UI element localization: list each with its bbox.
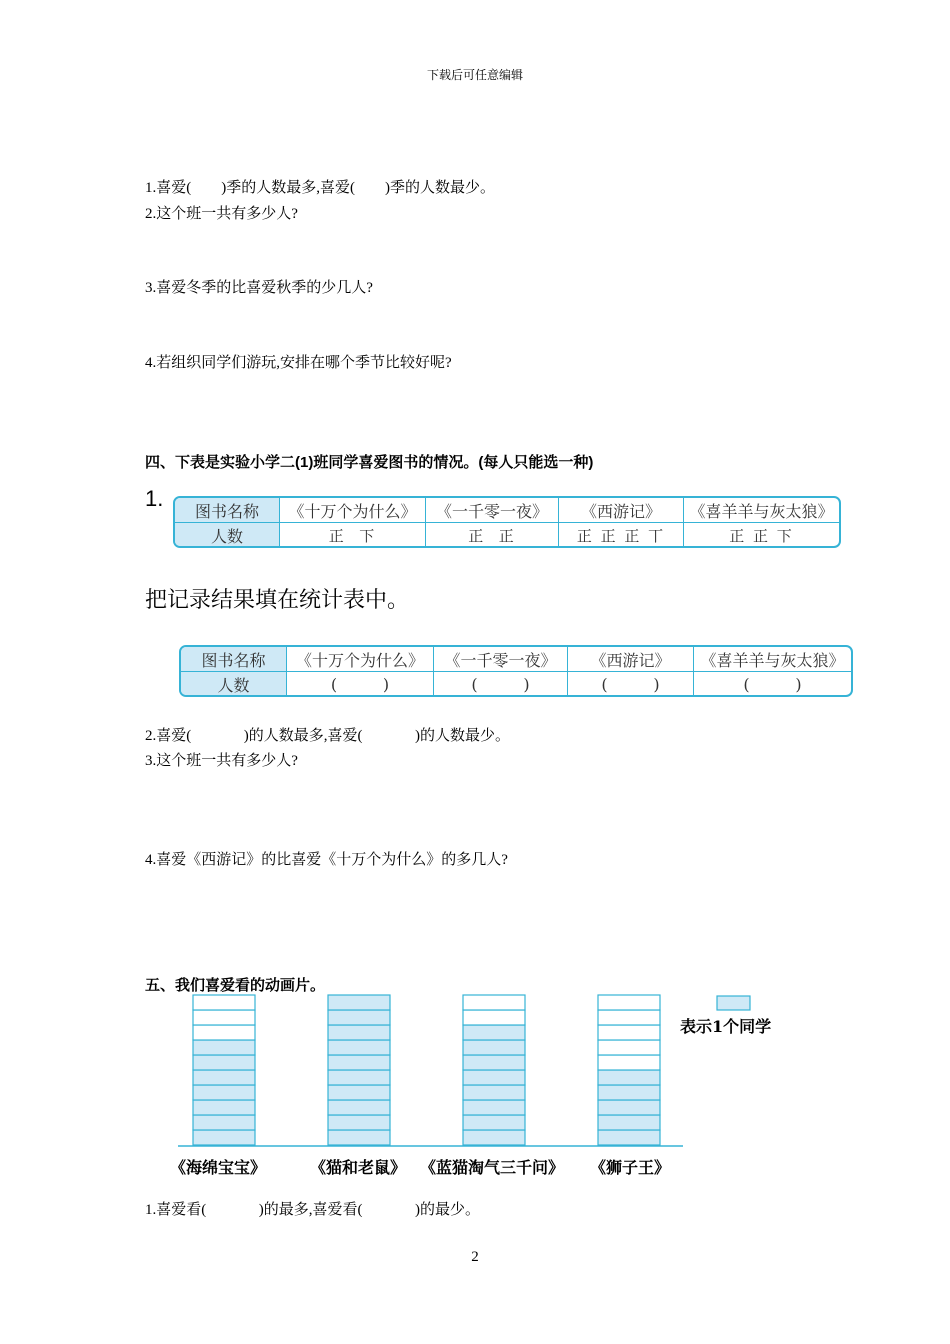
tally-mark-1: 正 下 bbox=[279, 523, 425, 547]
book-question-3: 3.这个班一共有多少人? bbox=[145, 753, 298, 769]
bar-cell-empty bbox=[193, 995, 255, 1010]
tally-mark-4: 正 正 下 bbox=[683, 523, 839, 547]
fill-book-4: 《喜羊羊与灰太狼》 bbox=[693, 647, 851, 671]
bar-cell-filled bbox=[328, 1085, 390, 1100]
fill-blank-3[interactable]: ( ) bbox=[567, 672, 693, 696]
fill-blank-2[interactable]: ( ) bbox=[433, 672, 567, 696]
section4-instruction: 把记录结果填在统计表中。 bbox=[145, 587, 410, 612]
page-header: 下载后可任意编辑 bbox=[426, 68, 523, 82]
fill-row-label: 人数 bbox=[181, 672, 286, 696]
bar-cell-filled bbox=[598, 1085, 660, 1100]
bar-cell-filled bbox=[463, 1025, 525, 1040]
tally-table-header-row bbox=[175, 498, 839, 522]
bar-cell-empty bbox=[598, 1040, 660, 1055]
season-question-1: 1.喜爱( )季的人数最多,喜爱( )季的人数最少。 bbox=[145, 180, 495, 196]
legend-swatch bbox=[717, 996, 750, 1010]
category-label: 《猫和老鼠》 bbox=[310, 1158, 407, 1177]
cartoon-bar-chart bbox=[170, 990, 790, 1185]
category-labels bbox=[170, 1158, 670, 1177]
bar-cell-filled bbox=[193, 1040, 255, 1055]
cartoon-question-1: 1.喜爱看( )的最多,喜爱看( )的最少。 bbox=[145, 1202, 480, 1218]
bar-cell-filled bbox=[328, 995, 390, 1010]
bar-cell-empty bbox=[463, 1010, 525, 1025]
bar-cell-filled bbox=[463, 1100, 525, 1115]
legend-text: 表示1个同学 bbox=[680, 1017, 772, 1036]
bar-cell-filled bbox=[328, 1055, 390, 1070]
page-number: 2 bbox=[471, 1249, 479, 1265]
bar-cell-filled bbox=[193, 1085, 255, 1100]
fill-blank-4[interactable]: ( ) bbox=[693, 672, 851, 696]
fill-blank-1[interactable]: ( ) bbox=[286, 672, 433, 696]
tally-book-4: 《喜羊羊与灰太狼》 bbox=[683, 498, 839, 522]
bar-cell-filled bbox=[463, 1115, 525, 1130]
bar-cell-filled bbox=[598, 1070, 660, 1085]
bar-cell-filled bbox=[598, 1100, 660, 1115]
bar-cell-filled bbox=[193, 1115, 255, 1130]
tally-mark-3: 正 正 正 丅 bbox=[558, 523, 683, 547]
bars-group bbox=[193, 995, 660, 1145]
fill-header-label: 图书名称 bbox=[181, 647, 286, 671]
bar-cell-filled bbox=[598, 1115, 660, 1130]
bar-cell-filled bbox=[328, 1070, 390, 1085]
bar-cell-filled bbox=[463, 1070, 525, 1085]
bar-cell-filled bbox=[328, 1115, 390, 1130]
bar-cell-filled bbox=[328, 1010, 390, 1025]
tally-book-3: 《西游记》 bbox=[558, 498, 683, 522]
bar-cell-filled bbox=[328, 1040, 390, 1055]
bar-cell-empty bbox=[598, 1010, 660, 1025]
bar-cell-filled bbox=[463, 1085, 525, 1100]
category-label: 《狮子王》 bbox=[590, 1158, 671, 1177]
fill-book-2: 《一千零一夜》 bbox=[433, 647, 567, 671]
bar-cell-empty bbox=[193, 1025, 255, 1040]
season-question-2: 2.这个班一共有多少人? bbox=[145, 206, 298, 222]
season-question-4: 4.若组织同学们游玩,安排在哪个季节比较好呢? bbox=[145, 355, 452, 371]
section4-title: 四、下表是实验小学二(1)班同学喜爱图书的情况。(每人只能选一种) bbox=[145, 454, 594, 471]
tally-header-label: 图书名称 bbox=[175, 498, 279, 522]
tally-table-count-row bbox=[175, 522, 839, 547]
bar-cell-filled bbox=[463, 1040, 525, 1055]
tally-mark-2: 正 正 bbox=[425, 523, 558, 547]
tally-book-2: 《一千零一夜》 bbox=[425, 498, 558, 522]
bar-cell-filled bbox=[193, 1055, 255, 1070]
category-label: 《蓝猫淘气三千问》 bbox=[420, 1158, 565, 1177]
fill-table bbox=[179, 645, 853, 697]
fill-book-1: 《十万个为什么》 bbox=[286, 647, 433, 671]
bar-cell-filled bbox=[328, 1025, 390, 1040]
tally-table bbox=[173, 496, 841, 548]
fill-table-count-row bbox=[181, 671, 851, 696]
bar-cell-filled bbox=[328, 1130, 390, 1145]
bar-cell-filled bbox=[193, 1070, 255, 1085]
category-label: 《海绵宝宝》 bbox=[170, 1158, 267, 1177]
season-question-3: 3.喜爱冬季的比喜爱秋季的少几人? bbox=[145, 280, 373, 296]
bar-cell-empty bbox=[193, 1010, 255, 1025]
bar-cell-filled bbox=[328, 1100, 390, 1115]
bar-cell-filled bbox=[193, 1130, 255, 1145]
bar-cell-empty bbox=[598, 995, 660, 1010]
bar-cell-empty bbox=[598, 1055, 660, 1070]
section4-number: 1. bbox=[145, 486, 164, 511]
bar-cell-empty bbox=[463, 995, 525, 1010]
bar-cell-filled bbox=[463, 1055, 525, 1070]
bar-cell-filled bbox=[193, 1100, 255, 1115]
tally-row-label: 人数 bbox=[175, 523, 279, 547]
bar-cell-filled bbox=[463, 1130, 525, 1145]
fill-book-3: 《西游记》 bbox=[567, 647, 693, 671]
tally-book-1: 《十万个为什么》 bbox=[279, 498, 425, 522]
section5-title: 五、我们喜爱看的动画片。 bbox=[145, 977, 326, 994]
book-question-2: 2.喜爱( )的人数最多,喜爱( )的人数最少。 bbox=[145, 728, 510, 744]
fill-table-header-row bbox=[181, 647, 851, 671]
bar-cell-filled bbox=[598, 1130, 660, 1145]
bar-cell-empty bbox=[598, 1025, 660, 1040]
book-question-4: 4.喜爱《西游记》的比喜爱《十万个为什么》的多几人? bbox=[145, 852, 508, 868]
